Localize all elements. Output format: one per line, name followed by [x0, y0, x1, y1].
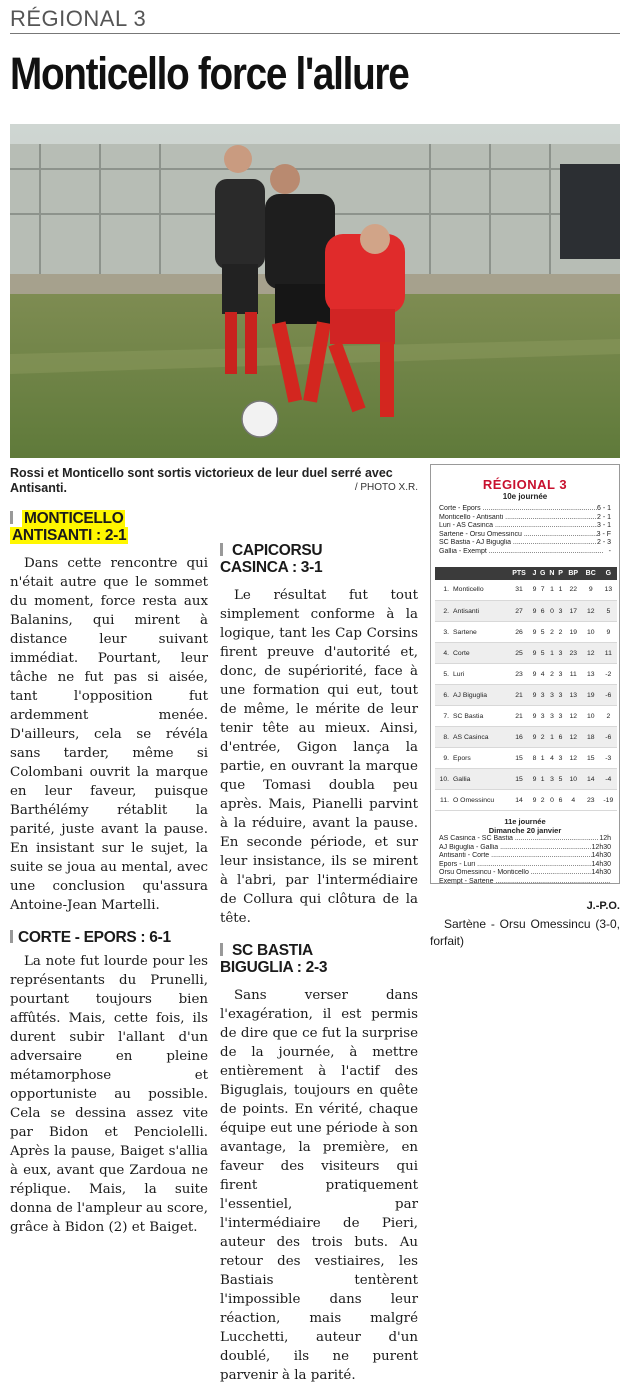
team-name: AJ Biguglia — [449, 685, 507, 706]
rank: 3. — [435, 622, 449, 643]
result-score: 2 - 3 — [596, 539, 611, 547]
stat-cell: 1 — [548, 580, 557, 601]
stat-cell: 26 — [507, 622, 531, 643]
stat-cell: 4 — [565, 790, 582, 811]
table-header: G — [600, 567, 617, 580]
standings-row — [435, 790, 617, 811]
stat-cell: 3 — [548, 706, 557, 727]
stat-cell: 5 — [600, 601, 617, 622]
stat-cell: 6 — [538, 601, 548, 622]
paragraph-scbastia-biguglia: Sans verser dans l'exagération, il est permis de dire que ce fut la surprise de la journée, à mettre entièrement à l'actif des Biguglais, toujours en quête de points. En vérité, chaque équipe eut une période à son avantage, la première, en faveur des visiteurs qui firent pratiquement l'essentiel, par l'intermédiaire de Pieri, auteur des trois buts. Au retour des vestiaires, les Bastiais tentèrent l'impossible dans leur réaction, mais malgré Lucchetti, auteur d'un doublé, ils ne purent parvenir à la parité. — [220, 988, 418, 1383]
rubric-divider — [10, 33, 620, 34]
fixture-match: Epors - Luri ..... — [439, 861, 592, 870]
stat-cell: 10 — [565, 769, 582, 790]
standings-row — [435, 727, 617, 748]
result-score: 6 - 1 — [596, 505, 611, 512]
stat-cell: 13 — [565, 685, 582, 706]
stat-cell: 12 — [565, 706, 582, 727]
stat-cell: 3 — [556, 643, 564, 664]
result-match: Gallia - Exempt ..... — [439, 548, 609, 557]
stat-cell: 27 — [507, 601, 531, 622]
stat-cell: 9 — [531, 706, 538, 727]
next-journee-title: 11e journée — [504, 817, 546, 827]
rank: 10. — [435, 769, 449, 790]
paragraph-capicorsu-casinca: Le résultat fut tout simplement conforme à la logique, tant les Cap Corsins firent preuve d'autorité et, donc, de supériorité, face à une formation qui eut, tout de même, le mérite de leur tenir tête au mieux. Ainsi, d'entrée, Gigon lança la partie, en ouvrant la marque que Tomasi doubla peu après. Mais, Pianelli parvint à la réduire, avant la pause. En seconde période, et sur leur insistance, ils se mirent à l'abri, par l'intermédiaire de Collura qui clôtura de la tête. — [220, 588, 418, 926]
stat-cell: -19 — [600, 790, 617, 811]
stat-cell: 18 — [582, 727, 600, 748]
result-row — [431, 514, 619, 523]
stat-cell: 2 — [556, 622, 564, 643]
team-name: Sartene — [449, 622, 507, 643]
stat-cell: 2 — [538, 727, 548, 748]
stat-cell: 16 — [507, 727, 531, 748]
stat-cell: 3 — [556, 748, 564, 769]
stat-cell: 5 — [538, 643, 548, 664]
stat-cell: -3 — [600, 748, 617, 769]
stat-cell: 3 — [548, 685, 557, 706]
rank: 4. — [435, 643, 449, 664]
result-score: 2 - 1 — [596, 513, 611, 521]
subhead-capicorsu-casinca: CAPICORSU CASINCA : 3-1 — [220, 542, 418, 576]
stat-cell: 21 — [507, 706, 531, 727]
rank: 5. — [435, 664, 449, 685]
stat-cell: -4 — [600, 769, 617, 790]
rank: 2. — [435, 601, 449, 622]
stat-cell: 4 — [548, 748, 557, 769]
standings-row — [435, 622, 617, 643]
stat-cell: 9 — [531, 664, 538, 685]
fixture-row — [431, 878, 619, 887]
stat-cell: 9 — [582, 580, 600, 601]
soccer-ball-icon — [242, 401, 278, 437]
stat-cell: 3 — [556, 685, 564, 706]
stat-cell: 7 — [538, 580, 548, 601]
fixture-match: Orsu Omessincu - Monticello ..... — [439, 869, 592, 878]
stat-cell: 23 — [507, 664, 531, 685]
standings-sidebar — [430, 464, 620, 884]
team-name: Epors — [449, 748, 507, 769]
standings-row — [435, 769, 617, 790]
stat-cell: 10 — [582, 706, 600, 727]
stat-cell: 1 — [548, 727, 557, 748]
stat-cell: 19 — [565, 622, 582, 643]
fixture-row — [431, 835, 619, 844]
team-name: Corte — [449, 643, 507, 664]
journee-label: 10e journée — [502, 492, 548, 501]
standings-row — [435, 643, 617, 664]
stat-cell: 2 — [600, 706, 617, 727]
section-rubric: RÉGIONAL 3 — [10, 6, 147, 31]
standings-row — [435, 664, 617, 685]
headline: Monticello force l'allure — [10, 48, 409, 99]
stat-cell: 1 — [538, 769, 548, 790]
fixture-time: 14h30 — [591, 869, 611, 877]
stat-cell: 15 — [582, 748, 600, 769]
stat-cell: 8 — [531, 748, 538, 769]
fixture-time: 12h30 — [591, 843, 611, 851]
table-header: PTS — [507, 567, 531, 580]
fixture-row — [431, 844, 619, 853]
stat-cell: 5 — [556, 769, 564, 790]
subhead-monticello-antisanti: MONTICELLO ANTISANTI : 2-1 — [10, 510, 208, 544]
standings-row — [435, 706, 617, 727]
next-journee-date: Dimanche 20 janvier — [488, 826, 562, 836]
stat-cell: 4 — [538, 664, 548, 685]
team-name: Monticello — [449, 580, 507, 601]
result-match: Sartene - Orsu Omessincu ..... — [439, 531, 597, 540]
table-header: BP — [565, 567, 582, 580]
stat-cell: 10 — [582, 622, 600, 643]
stat-cell: 12 — [582, 643, 600, 664]
rank: 11. — [435, 790, 449, 811]
rank: 7. — [435, 706, 449, 727]
fixture-time: 14h30 — [591, 852, 611, 860]
result-row — [431, 531, 619, 540]
stat-cell: 6 — [556, 727, 564, 748]
standings-row — [435, 580, 617, 601]
table-header: BC — [582, 567, 600, 580]
stat-cell: 15 — [507, 748, 531, 769]
stat-cell: 3 — [538, 706, 548, 727]
stat-cell: 1 — [556, 580, 564, 601]
stat-cell: 0 — [548, 601, 557, 622]
subhead-corte-epors: CORTE - EPORS : 6-1 — [10, 929, 208, 946]
fixture-row — [431, 852, 619, 861]
stat-cell: 9 — [531, 727, 538, 748]
result-score: 3 - F — [596, 530, 611, 538]
rank: 6. — [435, 685, 449, 706]
fixture-match: AS Casinca - SC Bastia ..... — [439, 835, 599, 844]
stat-cell: 6 — [556, 790, 564, 811]
standings-row — [435, 748, 617, 769]
team-name: O Omessincu — [449, 790, 507, 811]
match-photo — [10, 124, 620, 458]
stat-cell: 14 — [507, 790, 531, 811]
fixture-match: AJ Biguglia - Gallia ..... — [439, 844, 592, 853]
stat-cell: -6 — [600, 685, 617, 706]
author-signature: J.-P.O. — [586, 900, 620, 912]
stat-cell: 25 — [507, 643, 531, 664]
result-row — [431, 505, 619, 514]
stat-cell: 3 — [548, 769, 557, 790]
stat-cell: 0 — [548, 790, 557, 811]
standings-table — [435, 567, 617, 812]
stat-cell: 12 — [582, 601, 600, 622]
stat-cell: 1 — [548, 643, 557, 664]
team-name: SC Bastia — [449, 706, 507, 727]
stat-cell: 9 — [531, 601, 538, 622]
rank: 1. — [435, 580, 449, 601]
rank: 9. — [435, 748, 449, 769]
stat-cell: 12 — [565, 727, 582, 748]
stat-cell: 23 — [565, 643, 582, 664]
stat-cell: 3 — [556, 664, 564, 685]
table-header: J — [531, 567, 538, 580]
table-header: P — [556, 567, 564, 580]
stat-cell: 17 — [565, 601, 582, 622]
stat-cell: 31 — [507, 580, 531, 601]
standings-row — [435, 685, 617, 706]
fixture-row — [431, 869, 619, 878]
stat-cell: 11 — [600, 643, 617, 664]
rank: 8. — [435, 727, 449, 748]
article-column-1 — [10, 510, 208, 1237]
stat-cell: 22 — [565, 580, 582, 601]
subhead-scbastia-biguglia: SC BASTIA BIGUGLIA : 2-3 — [220, 942, 418, 976]
stat-cell: 13 — [600, 580, 617, 601]
stat-cell: 9 — [531, 643, 538, 664]
result-row — [431, 539, 619, 548]
result-score: 3 - 1 — [596, 522, 611, 530]
stat-cell: 2 — [548, 622, 557, 643]
photo-caption: Rossi et Monticello sont sortis victorieux de leur duel serré avec Antisanti. — [10, 466, 393, 495]
team-name: Antisanti — [449, 601, 507, 622]
stat-cell: 12 — [565, 748, 582, 769]
stat-cell: 15 — [507, 769, 531, 790]
result-match: SC Bastia - AJ Biguglia ..... — [439, 539, 597, 548]
stat-cell: 3 — [556, 706, 564, 727]
article-column-2 — [220, 518, 418, 1385]
table-header: G — [538, 567, 548, 580]
table-header: N — [548, 567, 557, 580]
fixture-match: Antisanti - Corte ..... — [439, 852, 592, 861]
stat-cell: 9 — [531, 622, 538, 643]
stat-cell: 13 — [582, 664, 600, 685]
paragraph-monticello-antisanti: Dans cette rencontre qui n'était autre que le sommet du moment, force resta aux Balanins, qui mirent à distance leur suivant immédiat. Pourtant, leur tâche ne fut pas si aisée, tant l'opposition fut ardemment menée. D'ailleurs, cela se révéla sans tarder, même si Colombani ouvrit la marque en leur faveur, puisque Barthélémy rétablit la parité, juste avant la pause. En insistant sur le sujet, la suite se joua au mental, avec une conclusion qu'assura Antoine-Jean Martelli. — [10, 556, 208, 913]
stat-cell: 9 — [531, 685, 538, 706]
result-score: - — [608, 547, 611, 555]
stat-cell: 5 — [538, 622, 548, 643]
footnote-forfeit: Sartène - Orsu Omessincu (3-0, forfait) — [430, 917, 620, 948]
stat-cell: -2 — [600, 664, 617, 685]
sidebar-title: RÉGIONAL 3 — [482, 477, 568, 492]
result-match: Corte - Epors ..... — [439, 505, 597, 514]
paragraph-corte-epors: La note fut lourde pour les représentants du Prunelli, pourtant toujours bien affûtés. Mais, cette fois, ils durent subir l'allant d'un adversaire en pleine métamorphose et opportuniste au possible. Cela se dessina assez vite par Bidon et Penciolelli. Après la pause, Baiget s'allia à eux, avant que Zardoua ne réplique. Mais, la suite donna de l'ampleur au score, grâce à Bidon (2) et Baiget. — [10, 954, 208, 1235]
stat-cell: 21 — [507, 685, 531, 706]
stat-cell: -6 — [600, 727, 617, 748]
fixture-match: Exempt - Sartene ..... — [439, 878, 611, 887]
stat-cell: 11 — [565, 664, 582, 685]
stat-cell: 23 — [582, 790, 600, 811]
stat-cell: 3 — [538, 685, 548, 706]
fixture-time: 14h30 — [591, 860, 611, 868]
result-row — [431, 548, 619, 557]
article-column-3 — [430, 895, 620, 950]
stat-cell: 2 — [548, 664, 557, 685]
standings-row — [435, 601, 617, 622]
fixture-row — [431, 861, 619, 870]
team-name: Gallia — [449, 769, 507, 790]
team-name: AS Casinca — [449, 727, 507, 748]
stat-cell: 3 — [556, 601, 564, 622]
stat-cell: 9 — [600, 622, 617, 643]
stat-cell: 9 — [531, 580, 538, 601]
stat-cell: 19 — [582, 685, 600, 706]
photo-credit: / PHOTO X.R. — [354, 482, 418, 493]
result-row — [431, 522, 619, 531]
stat-cell: 9 — [531, 790, 538, 811]
result-match: Monticello - Antisanti ..... — [439, 514, 597, 523]
stat-cell: 1 — [538, 748, 548, 769]
team-name: Luri — [449, 664, 507, 685]
fixture-time: 12h — [599, 835, 611, 843]
stat-cell: 14 — [582, 769, 600, 790]
stat-cell: 9 — [531, 769, 538, 790]
stat-cell: 2 — [538, 790, 548, 811]
result-match: Luri - AS Casinca ..... — [439, 522, 597, 531]
